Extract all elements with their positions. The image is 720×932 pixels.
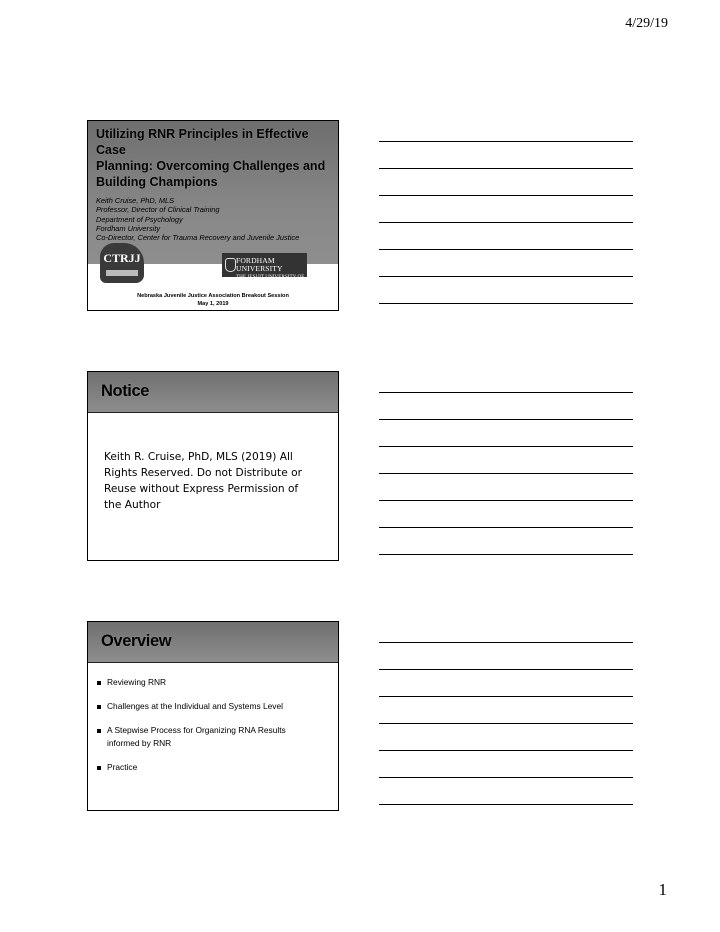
fordham-seal-icon — [225, 258, 236, 272]
note-line — [379, 696, 633, 697]
note-line — [379, 750, 633, 751]
page-number: 1 — [658, 880, 667, 899]
note-line — [379, 669, 633, 670]
note-line — [379, 777, 633, 778]
note-line — [379, 554, 633, 555]
note-line — [379, 141, 633, 142]
note-line — [379, 276, 633, 277]
note-line — [379, 222, 633, 223]
note-line — [379, 527, 633, 528]
bullet-square-icon — [97, 729, 101, 733]
note-line — [379, 500, 633, 501]
slide-title-text: Notice — [101, 382, 150, 400]
bullet-item: Challenges at the Individual and Systems Level — [97, 701, 326, 713]
logos-row — [88, 243, 338, 288]
bullet-square-icon — [97, 766, 101, 770]
bullet-square-icon — [97, 681, 101, 685]
session-info: Nebraska Juvenile Justice Association Breakout Session May 1, 2019 — [137, 293, 289, 307]
slide-title-text: Overview — [101, 632, 172, 650]
note-line — [379, 804, 633, 805]
bullet-square-icon — [97, 705, 101, 709]
fordham-logo: FORDHAM UNIVERSITY THE JESUIT UNIVERSITY OF NEW YORK — [222, 253, 307, 277]
bullet-item: A Stepwise Process for Organizing RNA Results informed by RNR — [97, 725, 326, 750]
author-info: Keith Cruise, PhD, MLS Professor, Director of Clinical Training Department of Psychology Fordham University Co-Director, Center for Trauma Recovery and Juvenile Justice — [96, 196, 300, 243]
note-line — [379, 168, 633, 169]
bullet-item: Practice — [97, 762, 326, 774]
note-line — [379, 195, 633, 196]
slide-title — [87, 120, 339, 311]
note-line — [379, 249, 633, 250]
handout-date: 4/29/19 — [625, 16, 668, 31]
presentation-title: Utilizing RNR Principles in Effective Case Planning: Overcoming Challenges and Building Champions — [96, 127, 326, 189]
note-line — [379, 473, 633, 474]
slide-overview — [87, 621, 339, 811]
note-line — [379, 419, 633, 420]
ctrjj-logo: CTRJJ — [100, 243, 144, 283]
ctrjj-logo-caption — [106, 270, 138, 276]
note-line — [379, 303, 633, 304]
note-line — [379, 723, 633, 724]
notice-body: Keith R. Cruise, PhD, MLS (2019) All Rights Reserved. Do not Distribute or Reuse without Express Permission of the Author — [104, 451, 302, 511]
slide-header — [88, 622, 338, 663]
bullet-item: Reviewing RNR — [97, 677, 326, 689]
bullet-list — [88, 663, 338, 774]
slide-header — [88, 372, 338, 413]
note-line — [379, 446, 633, 447]
slide-notice — [87, 371, 339, 561]
note-line — [379, 642, 633, 643]
note-line — [379, 392, 633, 393]
